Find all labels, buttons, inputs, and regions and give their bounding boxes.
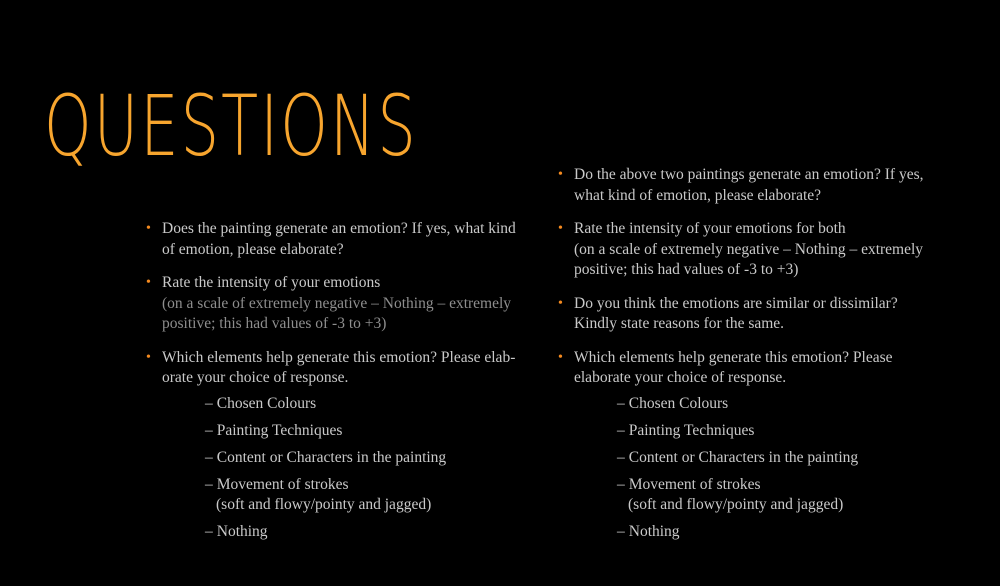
right-question-list bbox=[558, 165, 938, 555]
option-label: Chosen Colours bbox=[628, 394, 729, 412]
question-subtext: (on a scale of extremely negative – Nothing – extremely positive; this had values of -3 to +3) bbox=[162, 294, 512, 332]
list-item bbox=[558, 294, 938, 335]
option-detail: (soft and flowy/pointy and jagged) bbox=[216, 495, 432, 513]
dash-icon: – bbox=[205, 421, 213, 439]
option-item bbox=[617, 448, 938, 468]
bullet-icon: • bbox=[558, 295, 563, 311]
option-label: Movement of strokes bbox=[216, 475, 349, 493]
bullet-icon: • bbox=[146, 221, 151, 236]
option-item bbox=[617, 394, 938, 414]
question-text: Do the above two paintings generate an emotion? If yes, what kind of emotion, please elaborate? bbox=[574, 166, 924, 204]
option-label: Movement of strokes bbox=[628, 475, 761, 493]
response-options bbox=[162, 394, 528, 542]
bullet-icon: • bbox=[558, 221, 563, 236]
bullet-icon: • bbox=[558, 349, 563, 365]
dash-icon: – bbox=[617, 448, 625, 466]
question-text: Which elements help generate this emotion? Please elab-orate your choice of response. bbox=[162, 348, 516, 386]
option-item bbox=[205, 475, 528, 515]
list-item bbox=[558, 165, 938, 206]
dash-icon: – bbox=[617, 421, 625, 439]
list-item bbox=[146, 273, 528, 335]
dash-icon: – bbox=[617, 394, 625, 412]
dash-icon: – bbox=[205, 394, 213, 412]
page-title: QUESTIONS bbox=[44, 77, 418, 175]
option-item bbox=[617, 475, 938, 515]
question-text: Do you think the emotions are similar or dissimilar? Kindly state reasons for the same. bbox=[574, 294, 898, 332]
option-detail: (soft and flowy/pointy and jagged) bbox=[628, 495, 844, 513]
option-item bbox=[205, 421, 528, 441]
question-text: Does the painting generate an emotion? If yes, what kind of emotion, please elaborate? bbox=[162, 220, 516, 258]
list-item bbox=[558, 219, 938, 281]
option-label: Chosen Colours bbox=[216, 394, 317, 412]
dash-icon: – bbox=[205, 448, 213, 466]
option-item bbox=[205, 448, 528, 468]
option-item bbox=[205, 394, 528, 414]
option-label: Nothing bbox=[216, 522, 268, 540]
list-item bbox=[146, 219, 528, 260]
list-item bbox=[146, 348, 528, 542]
question-text: Rate the intensity of your emotions bbox=[162, 274, 381, 291]
list-item bbox=[558, 348, 938, 542]
bullet-icon: • bbox=[146, 349, 151, 365]
option-item bbox=[617, 522, 938, 542]
response-options bbox=[574, 394, 938, 542]
option-item bbox=[617, 421, 938, 441]
left-question-list bbox=[146, 219, 528, 555]
bullet-icon: • bbox=[146, 275, 151, 290]
option-label: Nothing bbox=[628, 522, 680, 540]
dash-icon: – bbox=[617, 522, 625, 540]
question-subtext: (on a scale of extremely negative – Nothing – extremely positive; this had values of -3 to +3) bbox=[574, 240, 924, 278]
option-label: Content or Characters in the painting bbox=[216, 448, 447, 466]
option-label: Painting Techniques bbox=[216, 421, 343, 439]
option-label: Painting Techniques bbox=[628, 421, 755, 439]
bullet-icon: • bbox=[558, 167, 563, 182]
option-item bbox=[205, 522, 528, 542]
dash-icon: – bbox=[617, 475, 625, 493]
option-label: Content or Characters in the painting bbox=[628, 448, 859, 466]
dash-icon: – bbox=[205, 522, 213, 540]
question-text: Which elements help generate this emotion? Please elaborate your choice of response. bbox=[574, 348, 893, 386]
question-text: Rate the intensity of your emotions for both bbox=[574, 220, 846, 237]
dash-icon: – bbox=[205, 475, 213, 493]
